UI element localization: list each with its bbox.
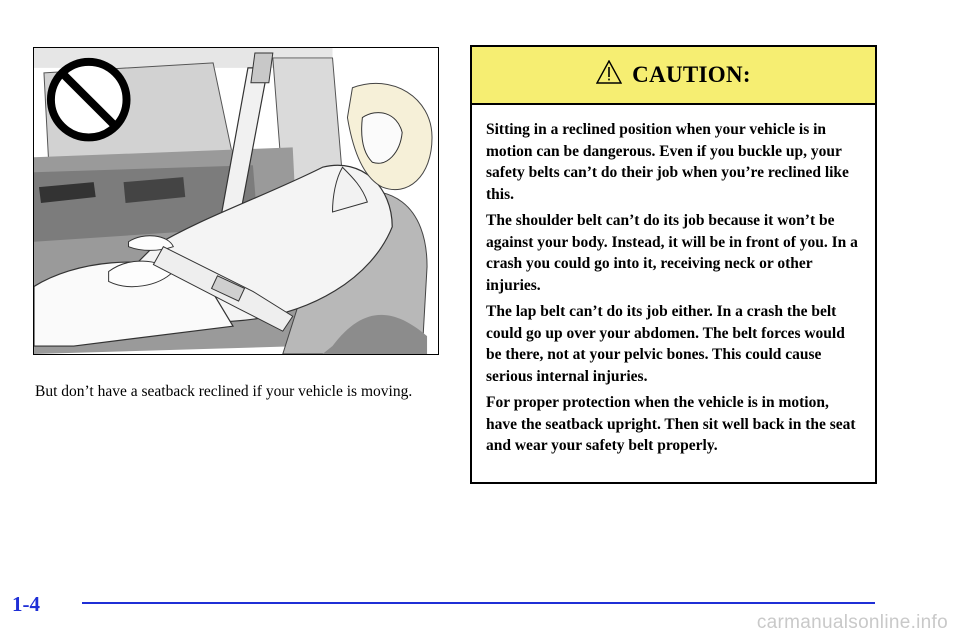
- caution-paragraph: The lap belt can’t do its job either. In a crash the belt could go up over your abdomen. The belt forces would be there, not at your pelvic bones. This could cause serious internal injuries.: [486, 303, 845, 385]
- caution-header: [472, 47, 875, 105]
- caution-title: CAUTION:: [632, 62, 751, 87]
- page-number: 1-4: [12, 592, 40, 616]
- caution-box: [470, 45, 877, 484]
- footer-rule: [82, 602, 875, 604]
- prohibition-icon: [51, 62, 127, 138]
- reclined-passenger-drawing: [34, 48, 438, 354]
- watermark: carmanualsonline.info: [756, 612, 948, 633]
- illustration-reclined-passenger: [33, 47, 439, 355]
- caution-body: [472, 105, 875, 457]
- warning-triangle-icon: [596, 60, 622, 84]
- caution-paragraph: The shoulder belt can’t do its job because it won’t be against your body. Instead, it will be in front of you. In a crash you could go into it, receiving neck or other injuries.: [486, 212, 858, 294]
- body-paragraph: But don’t have a seatback reclined if your vehicle is moving.: [35, 383, 413, 400]
- caution-paragraph: Sitting in a reclined position when your vehicle is in motion can be dangerous. Even if you buckle up, your safety belts can’t do their job when you’re reclined like this.: [486, 121, 849, 203]
- caution-paragraph: For proper protection when the vehicle is in motion, have the seatback upright. Then sit well back in the seat and wear your safety belt properly.: [486, 394, 856, 454]
